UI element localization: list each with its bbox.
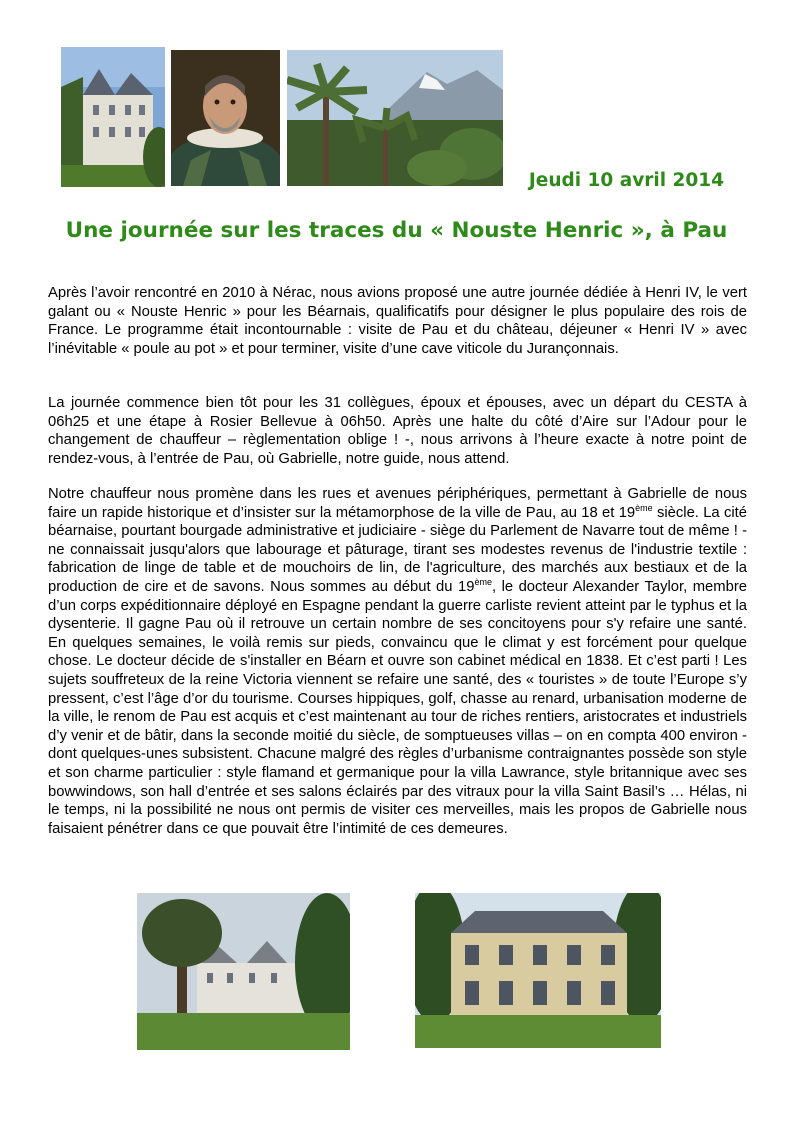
- paragraph-3-part-a: Notre chauffeur nous promène dans les rues et avenues périphériques, permettant à Gabrielle de nous faire un rapide historique et d’insister sur la métamorphose de la ville de Pau, au 18 et 19: [48, 486, 747, 521]
- pyrenees-palms-photo: [287, 50, 503, 186]
- article-date: Jeudi 10 avril 2014: [528, 170, 724, 191]
- villa-photo-right: [415, 893, 661, 1048]
- paragraph-1: Après l’avoir rencontré en 2010 à Nérac, nous avions proposé une autre journée dédiée à Henri IV, le vert galant ou « Nouste Henric » pour les Béarnais, qualificatifs pour désigner le plus populaire des rois de France. Le programme était incontournable : visite de Pau et du château, déjeuner « Henri IV » avec l’inévitable « poule au pot » et pour terminer, visite d’une cave viticole du Jurançonnais.: [48, 285, 747, 357]
- article-title: Une journée sur les traces du « Nouste Henric », à Pau: [65, 218, 728, 243]
- paragraph-3: [48, 485, 747, 838]
- henri-iv-portrait: [171, 50, 280, 186]
- paragraph-3-part-c: , le docteur Alexander Taylor, membre d’un corps expéditionnaire déployé en Espagne pendant la guerre carliste revient atteint par le typhus et la dysenterie. Il gagne Pau où il retrouve un certain nombre de ses concitoyens pour s'y refaire une santé. En quelques semaines, le voilà remis sur pieds, convaincu que le climat y est forcément pour quelque chose. Le docteur décide de s'installer en Béarn et ouvre son cabinet médical en 1838. Et c’est parti ! Les sujets souffreteux de la reine Victoria viennent se refaire une santé, des « touristes » de toute l’Europe s’y pressent, c’est l’âge d’or du tourisme. Courses hippiques, golf, chasse au renard, urbanisation moderne de la ville, le renom de Pau est acquis et c’est maintenant au tour de riches rentiers, aristocrates et industriels d’y venir et de bâtir, dans la seconde moitié du siècle, de somptueuses villas – on en compta 400 environ - dont quelques-unes subsistent. Chacune malgré des règles d’urbanisme contraignantes possède son style et son charme particulier : style flamand et germanique pour la villa Lawrance, style britannique avec ses bowwindows, son hall d’entrée et ses salons éclairés par des vitraux pour la villa Saint Basil’s … Hélas, ni le temps, ni la possibilité ne nous ont permis de visiter ces merveilles, mais les propos de Gabrielle nous faisaient pénétrer dans ce que pouvait être l’intimité de ces demeures.: [48, 578, 747, 837]
- paragraph-3-part-b: siècle. La cité béarnaise, pourtant bourgade administrative et judiciaire - siège du Parlement de Navarre tout de même ! - ne connaissait jusqu'alors que labourage et pâturage, tirant ses modestes revenus de l'industrie textile : fabrication de linge de table et de mouchoirs de lin, de l'agriculture, des marchés aux bestiaux et de la production de cire et de savons. Nous sommes au début du 19: [48, 504, 747, 595]
- superscript-eme-2: ème: [474, 576, 492, 587]
- superscript-eme-1: ème: [635, 502, 653, 513]
- paragraph-2: La journée commence bien tôt pour les 31 collègues, époux et épouses, avec un départ du CESTA à 06h25 et une étape à Rosier Bellevue à 06h50. Après une halte du côté d’Aire sur l’Adour pour le changement de chauffeur – règlementation oblige ! -, nous arrivons à l’heure exacte à notre point de rendez-vous, à l’entrée de Pau, où Gabrielle, notre guide, nous attend.: [48, 395, 747, 467]
- villa-photo-left: [137, 893, 350, 1050]
- castle-photo: [61, 47, 165, 187]
